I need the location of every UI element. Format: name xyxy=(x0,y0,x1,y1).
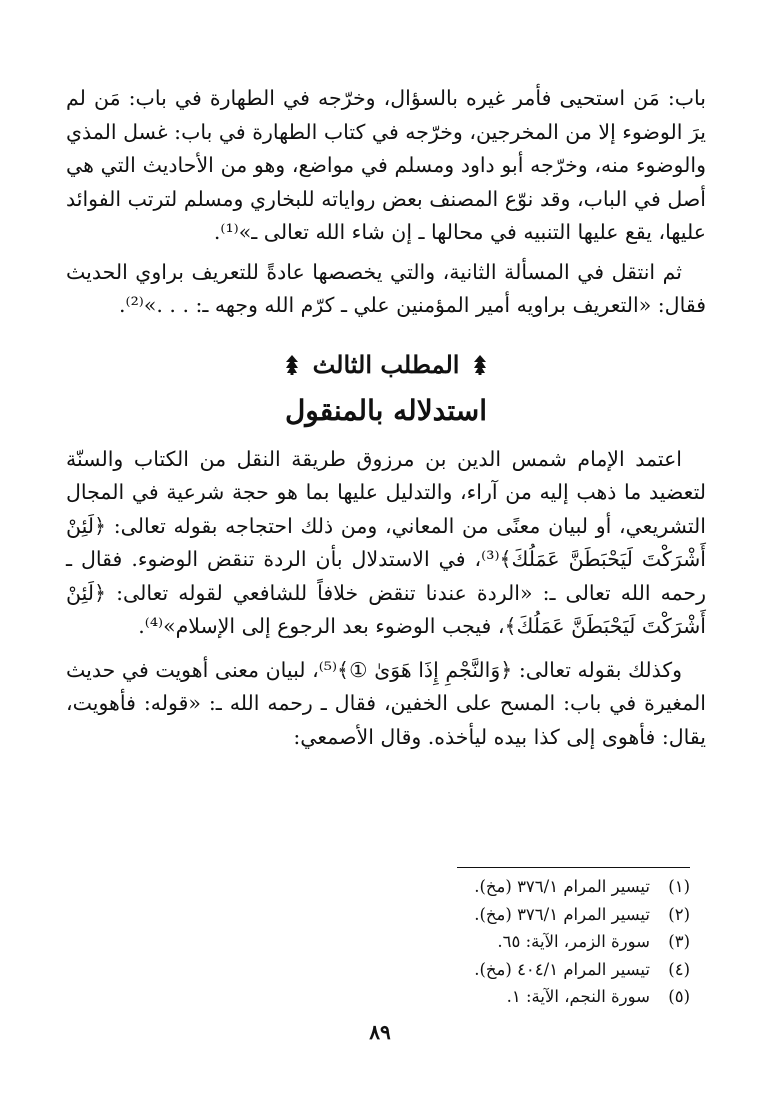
subheading-text: المطلب الثالث xyxy=(312,349,460,379)
tree-ornament-icon xyxy=(473,355,487,375)
footnote xyxy=(330,983,690,1011)
footnote-text: تيسير المرام ٣٧٦/١ (مخ). xyxy=(474,904,650,924)
footnote-number: (٤) xyxy=(668,959,690,979)
spacer xyxy=(66,644,706,654)
footnote xyxy=(330,873,690,901)
tree-ornament-icon xyxy=(285,355,299,375)
paragraph-4: وكذلك بقوله تعالى: ﴿وَالنَّجْمِ إِذَا هَوَىٰ ①﴾⁽⁵⁾، لبيان معنى أهويت في حديث المغيرة في باب: المسح على الخفين، فقال ـ رحمه الله ـ: «قوله: فأهويت، يقال: فأهوى إلى كذا بيده ليأخذه. وقال الأصمعي: xyxy=(66,657,706,749)
footnote xyxy=(330,956,690,984)
footnote-text: سورة النجم، الآية: ١. xyxy=(506,987,650,1006)
paragraph-3: اعتمد الإمام شمس الدين بن مرزوق طريقة النقل من الكتاب والسنّة لتعضيد ما ذهب إليه من آراء، والتدليل عليها بما هو حجة شرعية في المجال التشريعي، أو لبيان معنًى من المعاني، ومن ذلك احتجاجه بقوله تعالى: ﴿لَئِنْ أَشْرَكْتَ لَيَحْبَطَنَّ عَمَلُكَ﴾⁽³⁾، في الاستدلال بأن الردة تنقض الوضوء. فقال ـ رحمه الله تعالى ـ: «الردة عندنا تنقض خلافاً للشافعي لقوله تعالى: ﴿لَئِنْ أَشْرَكْتَ لَيَحْبَطَنَّ عَمَلُكَ﴾، فيجب الوضوء بعد الرجوع إلى الإسلام»⁽⁴⁾. xyxy=(66,446,706,638)
footnote xyxy=(330,928,690,956)
paragraph-1: باب: مَن استحيى فأمر غيره بالسؤال، وخرّجه في الطهارة في باب: مَن لم يرَ الوضوء إلا من المخرجين، وخرّجه في كتاب الطهارة في باب: غسل المذي والوضوء منه، وخرّجه أبو داود ومسلم في مواضع، وهو من الأحاديث التي هي أصل في الباب، وقد نوّع المصنف بعض رواياته للبخاري ومسلم لترتب الفوائد عليها، يقع عليها التنبيه في محالها ـ إن شاء الله تعالى ـ»⁽¹⁾. xyxy=(66,86,706,244)
footnote-text: تيسير المرام ٣٧٦/١ (مخ). xyxy=(474,877,650,896)
section-heading: استدلاله بالمنقول xyxy=(284,393,488,427)
footnote-number: (٥) xyxy=(668,987,690,1006)
page-number: ٨٩ xyxy=(369,1020,391,1044)
footnote-text: سورة الزمر، الآية: ٦٥. xyxy=(497,932,650,951)
paragraph-2: ثم انتقل في المسألة الثانية، والتي يخصصها عادةً للتعريف براوي الحديث فقال: «التعريف براويه أمير المؤمنين علي ـ كرّم الله وجهه ـ: . . .»⁽²⁾. xyxy=(66,259,706,317)
footnotes xyxy=(330,873,690,1011)
section-subheading xyxy=(66,345,706,385)
footnote-text: تيسير المرام ٤٠٤/١ (مخ). xyxy=(474,959,650,979)
page-body xyxy=(66,82,706,754)
footnote-separator xyxy=(457,867,690,868)
footnote xyxy=(330,901,690,929)
footnote-number: (٢) xyxy=(668,904,690,924)
footnote-number: (١) xyxy=(668,877,690,896)
footnote-number: (٣) xyxy=(668,932,690,951)
